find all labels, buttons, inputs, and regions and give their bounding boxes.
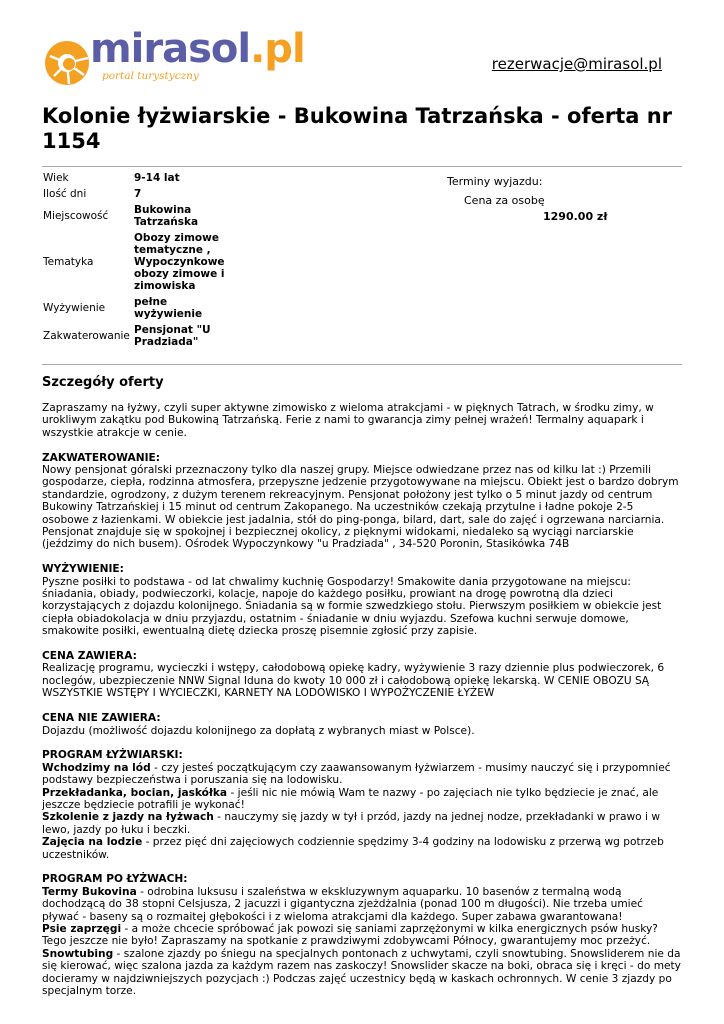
program-item-name: Zajęcia na lodzie [42, 836, 143, 849]
skating-program-section [42, 749, 682, 861]
program-item [42, 948, 682, 998]
page-title: Kolonie łyżwiarskie - Bukowina Tatrzańska - oferta nr 1154 [42, 104, 673, 153]
after-skating-section [42, 873, 682, 997]
program-item-text: - a może chcecie spróbować jak powozi się saniami zaprzężonymi w kilka energicznych psów husky? Tego jeszcze nie było! Zapraszamy na spotkanie z prawdziwymi zdobywcami Północy, gwarantujemy moc przeżyć. [42, 922, 658, 948]
logo-wordmark: mirasol.pl [90, 26, 305, 72]
email-link[interactable]: rezerwacje@mirasol.pl [491, 55, 662, 73]
detail-label: Wiek [43, 172, 69, 184]
detail-row-location [43, 204, 243, 228]
includes-section [42, 650, 682, 700]
price-value: 1290.00 zł [543, 210, 608, 223]
food-section [42, 563, 682, 637]
logo-tagline: portal turystyczny [102, 70, 199, 82]
accommodation-section [42, 452, 682, 551]
mirasol-logo[interactable] [42, 26, 305, 92]
detail-value: pełne wyżywienie [134, 296, 203, 320]
program-item-name: Snowtubing [42, 947, 114, 960]
detail-value: 7 [134, 188, 142, 200]
section-text: Nowy pensjonat góralski przeznaczony tylko dla naszej grupy. Miejsce odwiedzane przez nas od kilku lat :) Przemili gospodarze, ciepła, rodzinna atmosfera, przepyszne jedzenie przygotowywane na miejscu. Obiekt jest o bardzo dobrym standardzie, ogrodzony, z dużym terenem rekreacyjnym. Pensjonat położony jest tylko o 5 minut jazdy od centrum Bukowiny Tatrzańskiej i 15 minut od centrum Zakopanego. Na uczestników czekają przytulne i ładne pokoje 2-5 osobowe z łazienkami. W obiekcie jest jadalnia, stół do ping-ponga, bilard, dart, sale do zajęć i ogrzewana narciarnia. Pensjonat znajduje się w spokojnej i bezpiecznej okolicy, z pięknymi widokami, niedaleko są wyciągi narciarskie (jeździmy do nich busem). Ośrodek Wypoczynkowy "u Pradziada" , 34-520 Poronin, Stasikówka 74B [42, 464, 679, 551]
program-item-text: - odrobina luksusu i szaleństwa w ekskluzywnym aquaparku. 10 basenów z termalną wodą dochodzącą do 38 stopni Celsjusza, 2 jacuzzi i gigantyczna zjeżdżalnia (ponad 100 m długości). Nie trzeba umieć pływać - baseny są o rozmaitej głębokości i z wieloma atrakcjami dla każdego. Super zabawa gwarantowana! [42, 885, 643, 923]
program-item-name: Przekładanka, bocian, jaskółka [42, 786, 228, 799]
detail-value: Obozy zimowe tematyczne , Wypoczynkowe obozy zimowe i zimowiska [134, 232, 225, 292]
offer-description [42, 402, 682, 997]
excludes-section [42, 712, 682, 737]
program-item [42, 811, 682, 836]
detail-value: Pensjonat "U Pradziada" [134, 324, 211, 348]
detail-row-accommodation [43, 324, 243, 348]
detail-label: Miejscowość [43, 210, 109, 222]
offer-details [43, 172, 243, 352]
divider [42, 364, 682, 365]
program-item-name: Psie zaprzęgi [42, 922, 122, 935]
program-item-text: - przez pięć dni zajęciowych codziennie spędzimy 3-4 godziny na lodowisku z przerwą wg potrzeb uczestników. [42, 836, 664, 861]
terms-label: Terminy wyjazdu: [447, 175, 543, 188]
program-item [42, 836, 682, 861]
detail-value: 9-14 lat [134, 172, 180, 184]
section-heading: CENA ZAWIERA: [42, 650, 137, 663]
detail-row-food [43, 296, 243, 320]
section-heading: ZAKWATEROWANIE: [42, 451, 160, 464]
detail-row-theme [43, 232, 243, 292]
program-item [42, 886, 682, 923]
section-heading: WYŻYWIENIE: [42, 563, 124, 576]
section-heading: CENA NIE ZAWIERA: [42, 712, 161, 725]
program-item-name: Termy Bukovina [42, 885, 137, 898]
section-title: Szczegóły oferty [42, 375, 164, 390]
section-heading: PROGRAM PO ŁYŻWACH: [42, 873, 188, 886]
intro-paragraph: Zapraszamy na łyżwy, czyli super aktywne zimowisko z wieloma atrakcjami - w pięknych Tatrach, w środku zimy, w urokliwym zakątku pod Bukowiną Tatrzańską. Ferie z nami to gwarancja zimy pełnej wrażeń! Termalny aquapark i wszystkie atrakcje w cenie. [42, 402, 654, 439]
detail-row-age [43, 172, 243, 184]
program-item-name: Szkolenie z jazdy na łyżwach [42, 811, 214, 824]
section-text: Dojazdu (możliwość dojazdu kolonijnego za dopłatą z wybranych miast w Polsce). [42, 724, 475, 737]
detail-label: Ilość dni [43, 188, 87, 200]
section-text: Pyszne posiłki to podstawa - od lat chwalimy kuchnię Gospodarzy! Smakowite dania przygotowane na miejscu: śniadania, obiady, podwieczorki, kolacje, napoje do każdego posiłku, prowiant na drogę powrotną dla dzieci korzystających z dojazdu kolonijnego. Śniadania są w formie szwedzkiego stołu. Pierwszym posiłkiem w obiekcie jest ciepła obiadokolacja w dniu przyjazdu, ostatnim - śniadanie w dniu wyjazdu. Szefowa kuchni serwuje domowe, smakowite posiłki, ewentualną dietę dziecka proszę pisemnie zgłosić przy zapisie. [42, 575, 662, 638]
program-item-text: - szalone zjazdy po śniegu na specjalnych pontonach z uchwytami, czyli snowtubing. Snowsliderem nie da się kierować, więc szalona jazda za każdym razem nas zaskoczy! Snowslider skacze na boki, obraca się i kręci - do mety docieramy w najdziwniejszych pozycjach :) Podczas zajęć uczestnicy będą w kaskach ochronnych. W cenie 3 zjazdy po specjalnym torze. [42, 947, 681, 997]
program-item-name: Wchodzimy na lód [42, 761, 151, 774]
detail-label: Tematyka [43, 256, 94, 268]
program-item [42, 762, 682, 787]
detail-label: Wyżywienie [43, 302, 106, 314]
section-heading: PROGRAM ŁYŻWIARSKI: [42, 749, 183, 762]
program-item-text: - jeśli nic nie mówią Wam te nazwy - po zajęciach nie tylko będziecie je znać, ale jeszcze będziecie potrafili je wykonać! [42, 786, 659, 811]
sun-icon [42, 38, 92, 88]
program-item [42, 787, 682, 812]
program-item [42, 923, 682, 948]
section-text: Realizację programu, wycieczki i wstępy, całodobową opiekę kadry, wyżywienie 3 razy dziennie plus podwieczorek, 6 noclegów, ubezpieczenie NNW Signal Iduna do kwoty 10 000 zł i całodobową opiekę lekarską. W CENIE OBOZU SĄ WSZYSTKIE WSTĘPY I WYCIECZKI, KARNETY NA LODOWISKO I WYPOŻYCZENIE ŁYŻEW [42, 662, 665, 700]
program-item-text: - czy jesteś początkującym czy zaawansowanym łyżwiarzem - musimy nauczyć się i przypomnieć podstawy bezpieczeństwa i poruszania się na lodowisku. [42, 761, 671, 787]
detail-value: Bukowina Tatrzańska [134, 204, 199, 228]
detail-label: Zakwaterowanie [43, 330, 130, 342]
program-item-text: - nauczymy się jazdy w tył i przód, jazdy na jednej nodze, przekładanki w prawo i w lewo, jazdy po łuku i beczki. [42, 811, 660, 836]
price-label: Cena za osobę [464, 194, 545, 207]
divider [42, 166, 682, 167]
detail-row-days [43, 188, 243, 200]
